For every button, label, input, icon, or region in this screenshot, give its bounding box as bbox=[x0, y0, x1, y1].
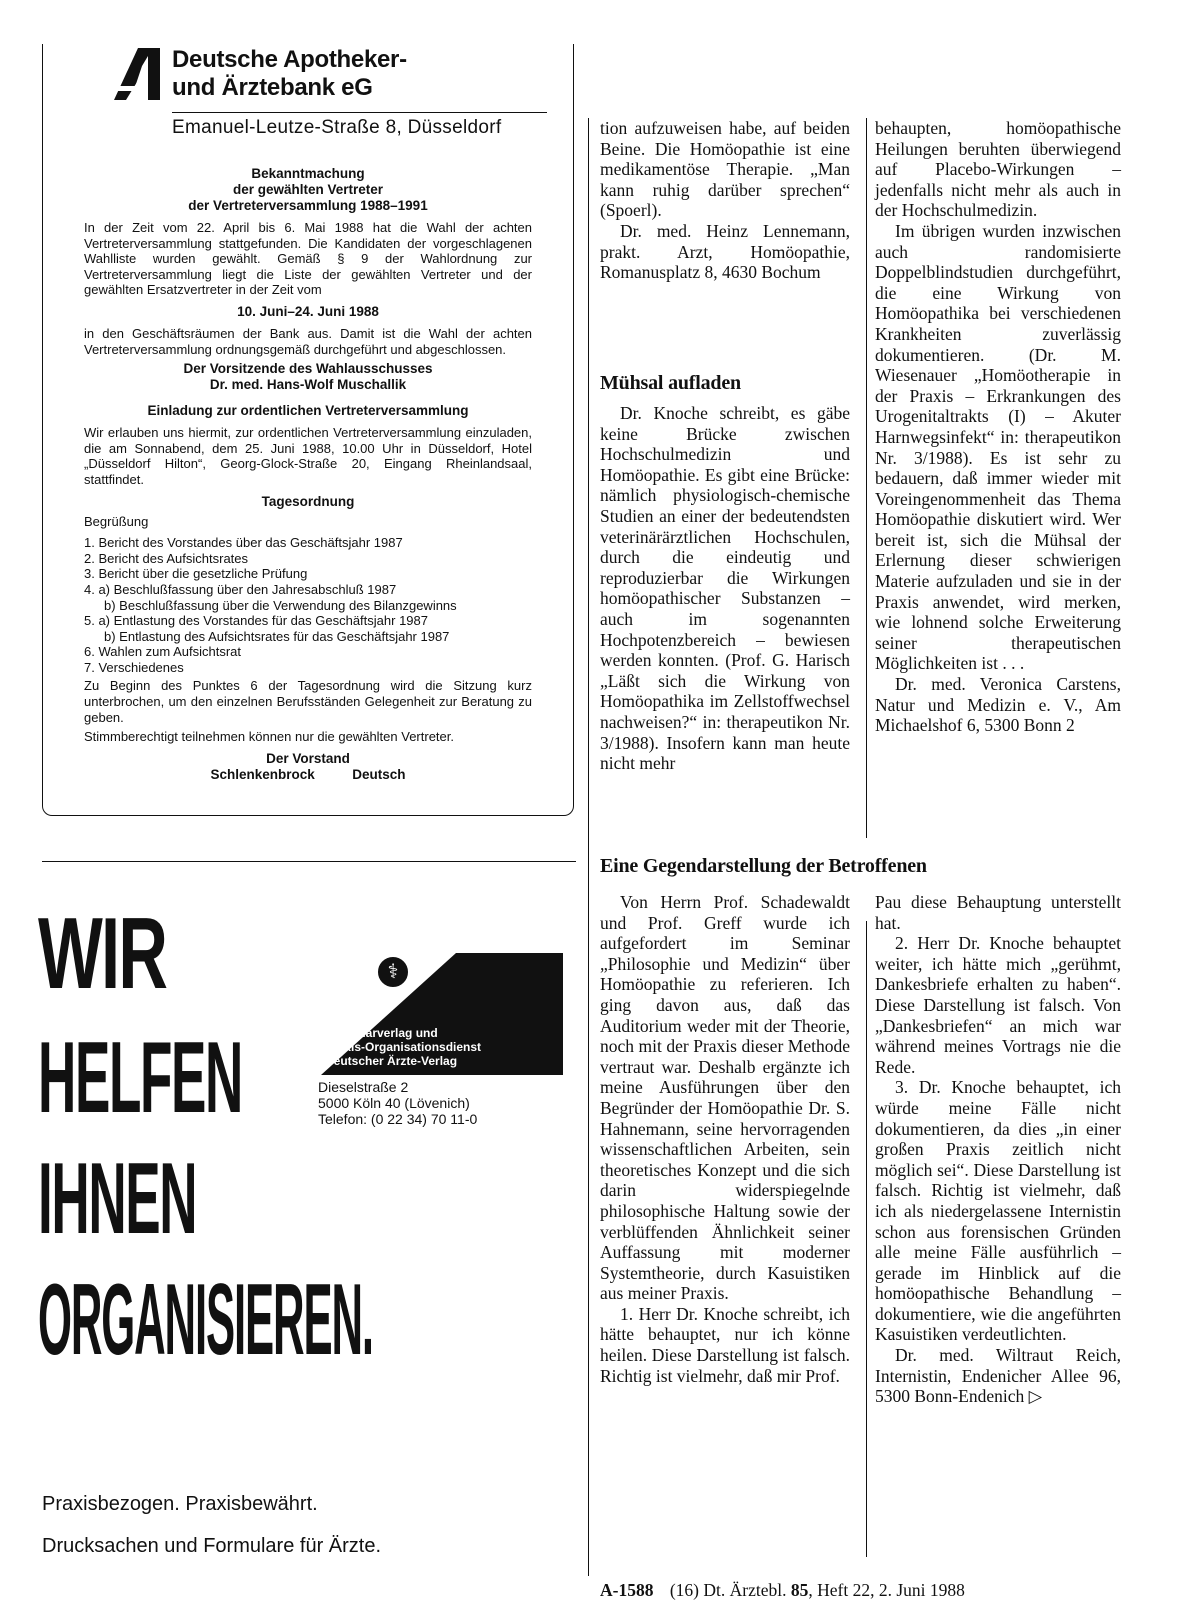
journal-volume: 85 bbox=[790, 1580, 809, 1600]
invitation-title: Einladung zur ordentlichen Vertreterversammlung bbox=[147, 403, 469, 419]
letter-col-2-bottom bbox=[875, 892, 1121, 1407]
agenda-item: 6. Wahlen zum Aufsichtsrat bbox=[84, 644, 242, 660]
letter-col-1-bottom bbox=[600, 892, 850, 1386]
bank-address: Emanuel-Leutze-Straße 8, Düsseldorf bbox=[172, 117, 502, 138]
letter-signature: Dr. med. Heinz Lennemann, prakt. Arzt, Homöopathie, Romanusplatz 8, 4630 Bochum bbox=[600, 220, 850, 283]
page-number: A-1588 bbox=[600, 1580, 654, 1600]
caduceus-icon: ⚕ bbox=[376, 955, 410, 989]
invitation-paragraph: Wir erlauben uns hiermit, zur ordentlichen Vertreterversammlung einzuladen, die am Sonnabend, dem 25. Juni 1988, 10.00 Uhr in Düsseldorf, Hotel „Düsseldorf Hilton“, Georg-Glock-Straße 20, Eingang Rheinlandsaal, stattfindet. bbox=[84, 425, 532, 487]
letter-text: Dr. Knoche schreibt, es gäbe keine Brücke zwischen Hochschulmedizin und Homöopathie. Es gibt eine Brücke: nämlich physiologisch-chemische Studien an einer der bedeutendsten veterinärärztlichen Hochschulen, durch die eindeutig und reproduzierbar die Wirkungen homöopathischer Substanzen – auch im sogenannten Hochpotenzbereich – bewiesen werden konnten. (Prof. G. Harisch „Läßt sich die Wirkung von Homöopathika im Zellstoffwechsel nachweisen?“ in: therapeutikon Nr. 3/1988). Insofern kann man heute nicht mehr bbox=[600, 403, 850, 774]
letter-text: Im übrigen wurden inzwischen auch randomisierte Doppelblindstudien durchgeführt, die eine Wirkung von Homöopathika bei verschiedenen Krankheiten zuverlässig dokumentieren. (Dr. M. Wiesenauer „Homöotherapie in der Praxis – Erkrankungen des Urogenitaltrakts (I) – Akuter Harnwegsinfekt“ in: therapeutikon Nr. 3/1988). Es ist sehr zu bedauern, daß immer wieder mit Voreingenommenheit das Thema Homöopathie diskutiert wird. Wer bereit ist, sich die Mühsal der Erlernung dieser schwierigen Materie aufzuladen und sie in der Praxis anwendet, wird merken, wie lohnend solche Erweiterung seiner therapeutischen Möglichkeiten ist . . . bbox=[875, 220, 1121, 674]
announcement-title-2: der gewählten Vertreter bbox=[232, 182, 384, 197]
bank-name bbox=[172, 46, 407, 102]
page-footer bbox=[600, 1580, 965, 1601]
bank-name-line1: Deutsche Apotheker- bbox=[172, 46, 407, 73]
announcement-paragraph-1: In der Zeit vom 22. April bis 6. Mai 1988 hat die Wahl der achten Vertreterversammlung stattgefunden. Die Kandidaten der vorgeschlagenen Wahlliste wurden gewählt. Gemäß § 9 der Wahlordnung zur Vertreterversammlung liegt die Liste der gewählten Vertreter und der gewählten Ersatzvertreter in der Zeit vom bbox=[84, 220, 532, 298]
ad-slogan-2: Drucksachen und Formulare für Ärzte. bbox=[42, 1535, 382, 1557]
publisher-name-line: Praxis-Organisationsdienst bbox=[325, 1040, 482, 1054]
announcement-paragraph-2: in den Geschäftsräumen der Bank aus. Damit ist die Wahl der achten Vertreterversammlung ordnungsgemäß durchgeführt und abgeschlossen. bbox=[84, 325, 532, 357]
column-divider bbox=[866, 921, 867, 1557]
publisher-address-line: Telefon: (0 22 34) 70 11-0 bbox=[318, 1111, 478, 1127]
letter-text: Pau diese Behauptung unterstellt hat. bbox=[875, 892, 1121, 933]
publisher-address-line: Dieselstraße 2 bbox=[318, 1079, 409, 1095]
publisher-name-line: Formularverlag und bbox=[325, 1026, 438, 1040]
journal-issue: (16) Dt. Ärztebl. bbox=[669, 1580, 787, 1600]
publisher-name-line: Deutscher Ärzte-Verlag bbox=[325, 1054, 458, 1068]
ad-headline-line-3: IHNEN bbox=[38, 1140, 197, 1255]
bank-name-line2: und Ärztebank eG bbox=[172, 74, 373, 101]
agenda-item: 4. a) Beschlußfassung über den Jahresabschluß 1987 bbox=[84, 581, 397, 597]
letter-col-1-top bbox=[600, 118, 850, 283]
announcement-title-1: Bekanntmachung bbox=[251, 166, 365, 181]
board-names: Schlenkenbrock Deutsch bbox=[210, 766, 406, 782]
ad-slogan-1: Praxisbezogen. Praxisbewährt. bbox=[42, 1493, 318, 1515]
agenda-item: 7. Verschiedenes bbox=[84, 659, 184, 675]
publisher-name bbox=[325, 1026, 481, 1068]
ad-headline-line-1: WIR bbox=[38, 895, 167, 1010]
announcement-dates: 10. Juni–24. Juni 1988 bbox=[237, 303, 379, 319]
agenda-greeting: Begrüßung bbox=[84, 513, 149, 529]
journal-date: , Heft 22, 2. Juni 1988 bbox=[808, 1580, 965, 1600]
agenda-item: 2. Bericht des Aufsichtsrates bbox=[84, 550, 249, 566]
publisher-address bbox=[318, 1079, 477, 1127]
ad-headline-line-2: HELFEN bbox=[38, 1019, 242, 1134]
letter-text: 2. Herr Dr. Knoche behauptet weiter, ich hätte mich „gerühmt, Dankesbriefe erhalten zu haben“. Diese Darstellung ist falsch. Von „Dankesbriefen“ an mich war während meines Vortrags nie die Rede. bbox=[875, 933, 1121, 1077]
ad-top-rule bbox=[42, 861, 576, 862]
voting-note: Stimmberechtigt teilnehmen können nur die gewählten Vertreter. bbox=[84, 729, 454, 745]
heading-gegendarstellung: Eine Gegendarstellung der Betroffenen bbox=[600, 855, 927, 877]
agenda-item: 1. Bericht des Vorstandes über das Geschäftsjahr 1987 bbox=[84, 535, 403, 551]
letter-col-2-top bbox=[875, 118, 1121, 736]
announcement-signature-name: Dr. med. Hans-Wolf Muschallik bbox=[209, 377, 407, 393]
column-divider bbox=[866, 118, 867, 838]
agenda-item: 5. a) Entlastung des Vorstandes für das Geschäftsjahr 1987 bbox=[84, 613, 428, 629]
bank-header-rule bbox=[172, 112, 547, 113]
agenda-note: Zu Beginn des Punktes 6 der Tagesordnung wird die Sitzung kurz unterbrochen, um den einzelnen Berufsständen Gelegenheit zur Beratung zu geben. bbox=[84, 678, 532, 725]
agenda-title: Tagesordnung bbox=[261, 493, 355, 509]
column-divider bbox=[588, 118, 589, 1576]
letter-text: 1. Herr Dr. Knoche schreibt, ich hätte behauptet, nur ich könne heilen. Diese Darstellung ist falsch. Richtig ist vielmehr, daß mir Prof. bbox=[600, 1303, 850, 1386]
publisher-address-line: 5000 Köln 40 (Lövenich) bbox=[318, 1095, 470, 1111]
agenda-item: b) Beschlußfassung über die Verwendung des Bilanzgewinns bbox=[104, 597, 457, 613]
letter-text: behaupten, homöopathische Heilungen beruhten überwiegend auf Placebo-Wirkungen – jedenfalls nicht mehr als auch in der Hochschulmedizin. bbox=[875, 118, 1121, 221]
announcement-title-3: der Vertreterversammlung 1988–1991 bbox=[188, 198, 428, 213]
letter-text: tion aufzuweisen habe, auf beiden Beine. Die Homöopathie ist eine medikamentöse Therapie. „Man kann ruhig darüber sprechen“ (Spoerl). bbox=[600, 118, 850, 221]
letter-text: Von Herrn Prof. Schadewaldt und Prof. Greff wurde ich aufgefordert im Seminar „Philosophie und Medizin“ über Homöopathie zu referieren. Ich ging davon aus, daß das Auditorium weder mit der Theorie, noch mit der Praxis dieser Methode vertraut war. Deshalb ergänzte ich meine Ausführungen über den Begründer der Homöopathie Dr. S. Hahnemann, seine hervorragenden wissenschaftlichen Arbeiten, sein theoretisches Konzept und die sich darin widerspiegelnde philosophische Haltung sowie der verblüffenden Ähnlichkeit seiner Auffassung mit moderner Systemtheorie, durch Kasuistiken aus meiner Praxis. bbox=[600, 892, 850, 1304]
announcement-signature-title: Der Vorsitzende des Wahlausschusses bbox=[183, 361, 433, 377]
announcement-section bbox=[84, 166, 532, 783]
letter-signature: Dr. med. Veronica Carstens, Natur und Medizin e. V., Am Michaelshof 6, 5300 Bonn 2 bbox=[875, 674, 1121, 736]
heading-muehsal-aufladen: Mühsal aufladen bbox=[600, 372, 741, 394]
agenda-item: 3. Bericht über die gesetzliche Prüfung bbox=[84, 566, 308, 582]
board-title: Der Vorstand bbox=[266, 750, 350, 766]
letter-col-1-mid bbox=[600, 403, 850, 774]
ad-headline-line-4: ORGANISIEREN. bbox=[38, 1261, 373, 1376]
publisher-logo-box bbox=[321, 953, 563, 1075]
letter-text: 3. Dr. Knoche behauptet, ich würde meine Fälle nicht dokumentieren, da dies „in einer großen Praxis zeitlich nicht möglich sei“. Diese Darstellung ist falsch. Richtig ist vielmehr, daß ich als niedergelassene Internistin schon aus forensischen Gründen alle meine Fälle ausführlich – gerade im Hinblick auf die homöopathische Behandlung – dokumentiere, wie die angeführten Kasuistiken verdeutlichten. bbox=[875, 1077, 1121, 1345]
bank-logo-icon bbox=[112, 46, 162, 102]
agenda-item: b) Entlastung des Aufsichtsrates für das Geschäftsjahr 1987 bbox=[104, 628, 450, 644]
letter-signature: Dr. med. Wiltraut Reich, Internistin, Endenicher Allee 96, 5300 Bonn-Endenich ▷ bbox=[875, 1345, 1121, 1407]
agenda-list bbox=[84, 535, 532, 675]
